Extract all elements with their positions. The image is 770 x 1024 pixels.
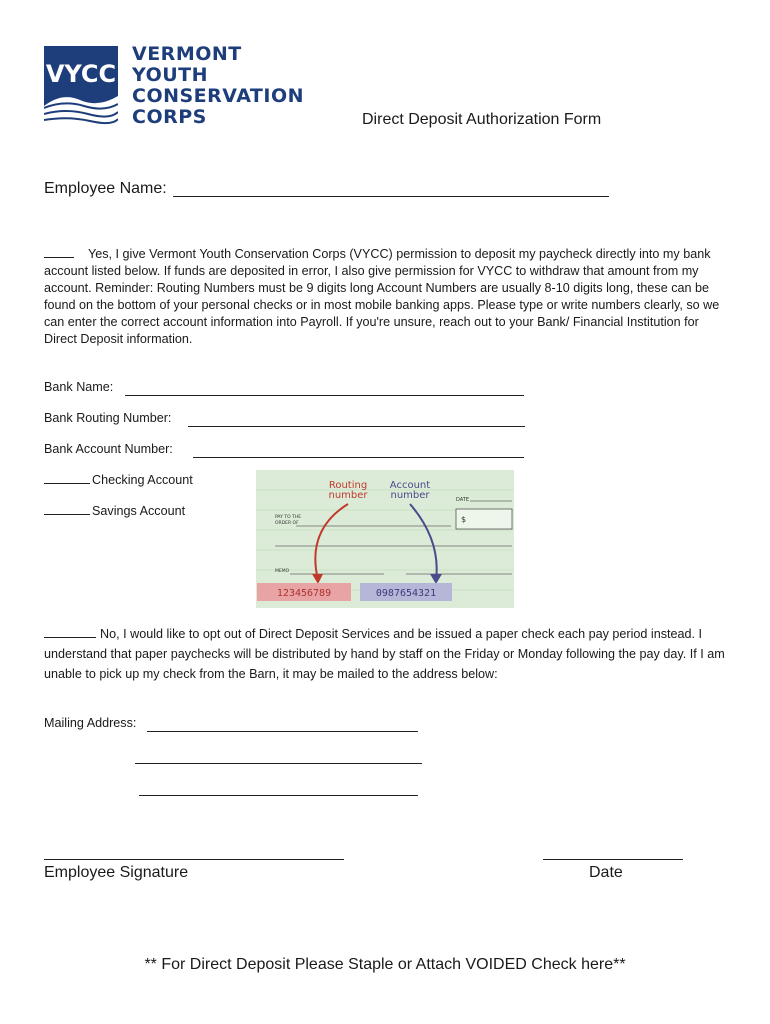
mailing-address-line-2[interactable] <box>135 763 422 764</box>
check-pay-to-1: PAY TO THE <box>275 515 302 520</box>
check-pay-to-2: ORDER OF <box>275 521 299 526</box>
account-number-label: Bank Account Number: <box>44 442 173 456</box>
check-account-number: 0987654321 <box>375 588 437 599</box>
bank-name-field[interactable] <box>125 395 524 396</box>
yes-authorization-text: Yes, I give Vermont Youth Conservation Corps (VYCC) permission to deposit my paycheck directly into my bank account listed below. If funds are deposited in error, I also give permission for VYCC to withdraw that amount from my account. Reminder: Routing Numbers must be 9 digits long Account Numbers are usually 8-10 digits long, these can be found on the bottom of your personal checks or in most mobile banking apps. Please type or write numbers clearly, so we can enter the correct account information into Payroll. If you're unsure, reach out to your Bank/ Financial Institution for Direct Deposit information. <box>44 247 720 346</box>
mailing-address-label: Mailing Address: <box>44 716 137 730</box>
routing-number-field[interactable] <box>188 426 525 427</box>
account-caption-1: Account <box>389 480 431 491</box>
check-date-label: DATE <box>456 497 470 503</box>
check-dollar-sign: $ <box>461 515 467 524</box>
employee-signature-field[interactable] <box>44 859 344 860</box>
check-routing-number: 123456789 <box>276 588 332 599</box>
mailing-address-line-3[interactable] <box>139 795 418 796</box>
routing-caption-1: Routing <box>328 480 368 491</box>
date-label: Date <box>589 864 623 881</box>
date-field[interactable] <box>543 859 683 860</box>
sample-check-image <box>256 470 514 608</box>
voided-check-note: ** For Direct Deposit Please Staple or Attach VOIDED Check here** <box>144 956 626 973</box>
logo-line-2: YOUTH <box>132 64 209 86</box>
checking-account-label: Checking Account <box>92 473 193 487</box>
check-memo-label: MEMO <box>275 569 290 574</box>
account-caption-2: number <box>390 490 430 501</box>
checking-account-blank[interactable] <box>44 473 90 484</box>
logo-line-3: CONSERVATION <box>132 85 305 107</box>
no-opt-out-text: No, I would like to opt out of Direct Deposit Services and be issued a paper check each pay period instead. I understand that paper paychecks will be distributed by hand by staff on the Friday or Monday following the pay day. If I am unable to pick up my check from the Barn, it may be mailed to the address below: <box>44 627 725 681</box>
bank-name-label: Bank Name: <box>44 380 114 394</box>
vycc-logo <box>44 46 118 126</box>
account-number-field[interactable] <box>193 457 524 458</box>
form-title: Direct Deposit Authorization Form <box>362 111 602 128</box>
logo-wordmark <box>132 44 304 128</box>
no-initial-field[interactable] <box>44 627 96 638</box>
routing-caption-2: number <box>328 490 368 501</box>
yes-authorization-paragraph <box>44 246 724 348</box>
yes-initial-field[interactable] <box>44 247 74 258</box>
logo-abbr: VYCC <box>45 60 117 88</box>
savings-account-blank[interactable] <box>44 504 90 515</box>
savings-account-option[interactable] <box>44 504 185 518</box>
employee-name-field[interactable] <box>173 196 609 197</box>
savings-account-label: Savings Account <box>92 504 186 518</box>
routing-number-label: Bank Routing Number: <box>44 411 172 425</box>
checking-account-option[interactable] <box>44 473 193 487</box>
mailing-address-line-1[interactable] <box>147 731 418 732</box>
logo-line-4: CORPS <box>132 106 207 128</box>
no-opt-out-paragraph <box>44 624 734 684</box>
employee-signature-label: Employee Signature <box>44 864 189 881</box>
employee-name-label: Employee Name: <box>44 180 167 197</box>
logo-line-1: VERMONT <box>132 43 242 65</box>
